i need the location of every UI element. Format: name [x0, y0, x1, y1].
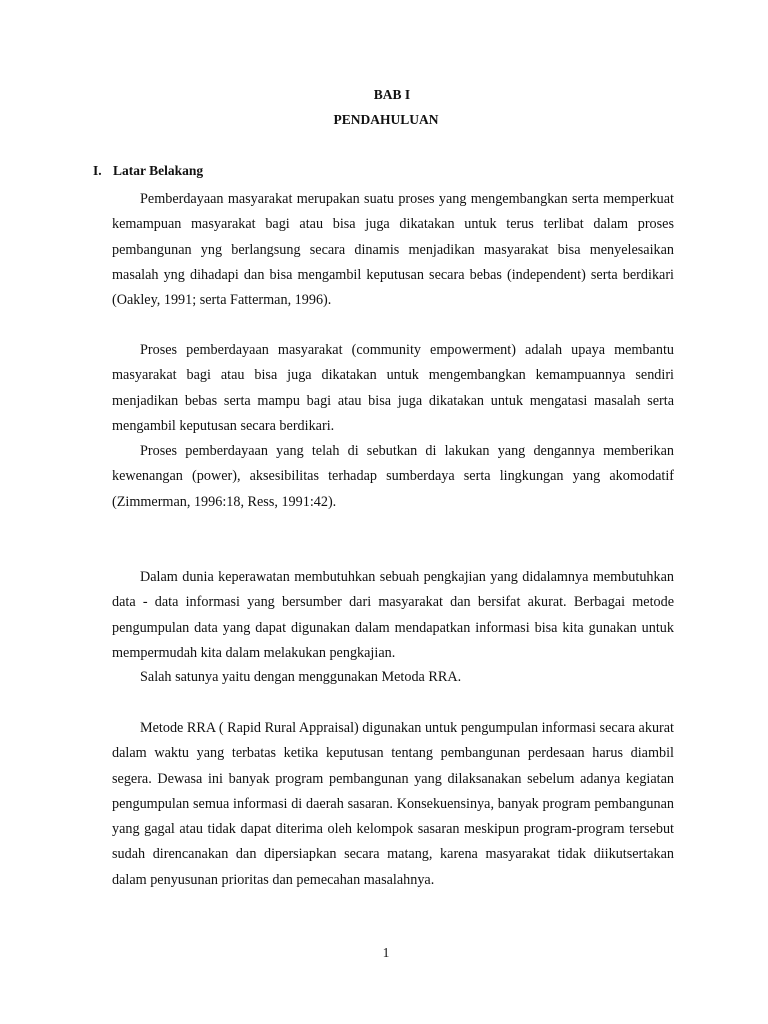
chapter-number: BAB I: [373, 87, 411, 102]
paragraph-1: Pemberdayaan masyarakat merupakan suatu proses yang mengembangkan serta memperkuat kemampuan masyarakat bagi atau bisa juga dikatakan untuk terus terlibat dalam proses pembangunan yng berlangsung secara dinamis menjadikan masyarakat bisa menyelesaikan masalah yng dihadapi dan bisa mengambil keputusan secara bebas (independent) serta berdikari (Oakley, 1991; serta Fatterman, 1996).: [112, 191, 674, 309]
chapter-title: PENDAHULUAN: [333, 112, 439, 127]
section-number: I.: [93, 163, 102, 178]
section-title: Latar Belakang: [113, 163, 204, 178]
paragraph-6: Metode RRA ( Rapid Rural Appraisal) digunakan untuk pengumpulan informasi secara akurat dalam waktu yang terbatas ketika keputusan tentang pembangunan perdesaan harus diambil segera. Dewasa ini banyak program pembangunan yang dilaksanakan sebelum adanya kegiatan pengumpulan semua informasi di daerah sasaran. Konsekuensinya, banyak program pembangunan yang gagal atau tidak dapat diterima oleh kelompok sasaran meskipun program-program tersebut sudah direncanakan dan dipersiapkan secara matang, karena masyarakat tidak diikutsertakan dalam penyusunan prioritas dan pemecahan masalahnya.: [112, 720, 674, 888]
page-number: 1: [382, 945, 390, 960]
paragraph-5: Salah satunya yaitu dengan menggunakan Metoda RRA.: [140, 669, 462, 685]
paragraph-4: Dalam dunia keperawatan membutuhkan sebuah pengkajian yang didalamnya membutuhkan data - data informasi yang bersumber dari masyarakat dan bersifat akurat. Berbagai metode pengumpulan data yang dapat digunakan dalam mendapatkan informasi bisa kita gunakan untuk mempermudah kita dalam melakukan pengkajian.: [112, 569, 674, 661]
paragraph-2: Proses pemberdayaan masyarakat (community empowerment) adalah upaya membantu masyarakat bagi atau bisa juga dikatakan untuk mengembangkan kemampuannya sendiri menjadikan bebas serta mampu bagi atau bisa juga dikatakan untuk mengatasi masalah serta mengambil keputusan secara berdikari.: [112, 342, 674, 434]
paragraph-3: Proses pemberdayaan yang telah di sebutkan di lakukan yang dengannya memberikan kewenangan (power), aksesibilitas terhadap sumberdaya serta lingkungan yang akomodatif (Zimmerman, 1996:18, Ress, 1991:42).: [112, 443, 674, 510]
section-heading: [93, 163, 203, 179]
